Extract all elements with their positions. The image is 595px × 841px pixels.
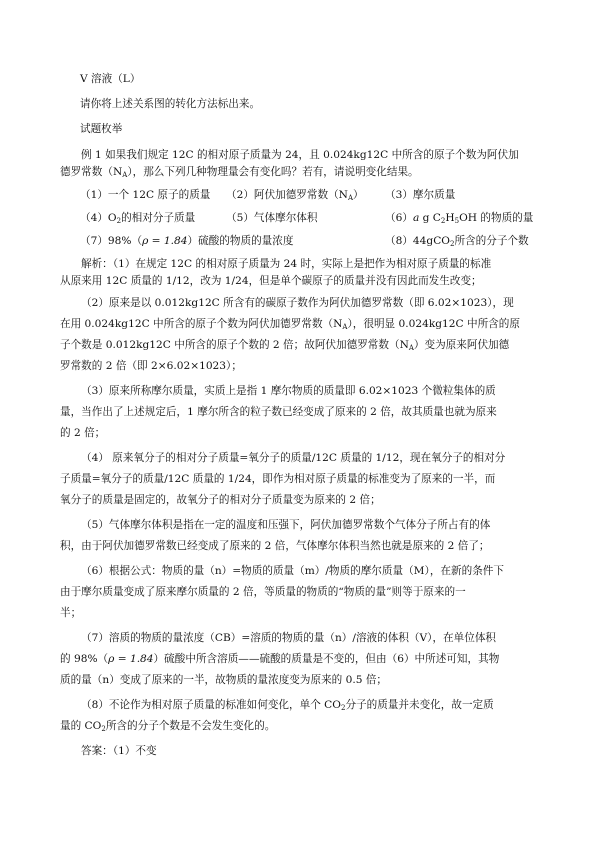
text-span: OH 的物质的量 (459, 212, 534, 224)
text-span: 的相对分子质量 (121, 212, 196, 224)
option-4 (80, 212, 195, 226)
option-5: （5）气体摩尔体积 (226, 212, 318, 224)
text-line: 质的量（n）变成了原来的一半，故物质的量浓度变为原来的 0.5 倍； (60, 674, 388, 686)
subscript: 5 (454, 217, 460, 225)
text-span: （2）阿伏加德罗常数（N (226, 189, 348, 201)
text-line: 子质量=氧分子的质量/12C 质量的 1/24，即作为相对原子质量的标准变为了原来的一半，而 (60, 473, 496, 485)
text-line: V 溶液（L） (80, 73, 141, 85)
text-line (60, 318, 520, 332)
option-2 (226, 189, 364, 203)
text-span: 所含的分子个数是不会发生变化的。 (105, 720, 276, 732)
text-line: 由于摩尔质量变成了原来摩尔质量的 2 倍，等质量的物质的“物质的量”则等于原来的一 (60, 586, 466, 598)
text-line: 量，当作出了上述规定后，1 摩尔所含的粒子数已经变成了原来的 2 倍，故其质量也就为原来 (60, 406, 497, 418)
text-span: （4）O (80, 212, 117, 224)
text-span: g C (422, 212, 441, 224)
text-line: （4） 原来氧分子的相对分子质量=氧分子的质量/12C 质量的 1/12，现在氧分子的相对分 (81, 452, 506, 464)
option-8 (385, 235, 529, 249)
text-span: ），那么下列几种物理量会有变化吗？若有，请说明变化结果。 (127, 166, 419, 178)
text-line: 例 1 如果我们规定 12C 的相对原子质量为 24，且 0.024kg12C 中所含的原子个数为阿伏加 (81, 149, 519, 161)
text-span: ）变为原来阿伏加德 (413, 339, 510, 351)
math-variable: a (412, 212, 420, 224)
option-6 (385, 212, 533, 226)
subscript: 2 (340, 704, 346, 712)
text-line (60, 166, 419, 180)
text-line: （2）原来是以 0.012kg12C 所含有的碳原子数作为阿伏加德罗常数（即 6.02×1023），现 (81, 297, 514, 309)
text-span: （8）不论作为相对原子质量的标准如何变化，单个 CO (81, 699, 341, 711)
subscript: 2 (116, 217, 122, 225)
text-span: 所含的分子个数 (454, 235, 529, 247)
subscript: A (347, 194, 354, 202)
text-span: ） (353, 189, 364, 201)
subscript: A (342, 323, 348, 331)
text-span: ），很明显 0.024kg12C 中所含的原 (347, 318, 520, 330)
text-line: 罗常数的 2 倍（即 2×6.02×1023）； (60, 360, 242, 372)
text-line: 从原来用 12C 质量的 1/12，改为 1/24，但是单个碳原子的质量并没有因此而发生改变； (60, 275, 482, 287)
text-line: 的 2 倍； (60, 427, 106, 439)
text-span: 德罗常数（N (60, 166, 123, 178)
text-span: 子个数是 0.012kg12C 中所含的原子个数的 2 倍；故阿伏加德罗常数（N (60, 339, 409, 351)
text-line: 积，由于阿伏加德罗常数已经变成了原来的 2 倍，气体摩尔体积当然也就是原来的 2 倍了； (60, 540, 490, 552)
text-span: （8）44gCO (385, 235, 450, 247)
answer-line: 答案：（1）不变 (81, 745, 157, 757)
text-line (60, 720, 275, 734)
text-span: （7）98%（ (80, 235, 143, 247)
text-span: 在用 0.024kg12C 中所含的原子个数为阿伏加德罗常数（N (60, 318, 343, 330)
text-line: （3）原来所称摩尔质量，实质上是指 1 摩尔物质的质量即 6.02×1023 个微粒集体的质 (81, 385, 496, 397)
text-line: 试题枚举 (80, 123, 123, 135)
subscript: 2 (101, 725, 106, 733)
text-line (60, 339, 509, 353)
option-3: （3）摩尔质量 (385, 189, 456, 201)
text-span: ）硫酸的物质的量浓度 (187, 235, 294, 247)
text-line: （7）溶质的物质的量浓度（CB）=溶质的物质的量（n）/溶液的体积（V），在单位体积 (81, 632, 497, 644)
text-span: ）硫酸中所含溶质——硫酸的质量是不变的，但由（6）中所述可知，其物 (153, 653, 500, 665)
text-span: 量的 CO (60, 720, 102, 732)
text-line (81, 699, 494, 713)
text-line: （6）根据公式：物质的量（n）=物质的质量（m）/物质的摩尔质量（M），在新的条件下 (81, 565, 504, 577)
text-span: H (445, 212, 455, 224)
text-line: 氧分子的质量是固定的，故氧分子的相对分子质量变为原来的 2 倍； (60, 494, 381, 506)
subscript: A (122, 171, 128, 179)
text-line (60, 653, 499, 666)
text-span: （6） (385, 212, 413, 224)
subscript: 2 (449, 240, 455, 248)
text-line: 解析：（1）在规定 12C 的相对原子质量为 24 时，实际上是把作为相对原子质量的标准 (81, 258, 492, 270)
text-span: 分子的质量并未变化，故一定质 (345, 699, 494, 711)
text-line: （5）气体摩尔体积是指在一定的温度和压强下，阿伏加德罗常数个气体分子所占有的体 (81, 519, 491, 531)
text-line: 半； (60, 607, 82, 619)
option-7 (80, 235, 293, 248)
math-expression: ρ = 1.84 (108, 653, 154, 665)
subscript: A (408, 344, 414, 352)
subscript: 2 (440, 217, 446, 225)
math-expression: ρ = 1.84 (142, 235, 188, 247)
option-1: （1）一个 12C 原子的质量 (80, 189, 211, 201)
text-span: 的 98%（ (60, 653, 109, 665)
text-line: 请你将上述关系图的转化方法标出来。 (80, 98, 261, 110)
